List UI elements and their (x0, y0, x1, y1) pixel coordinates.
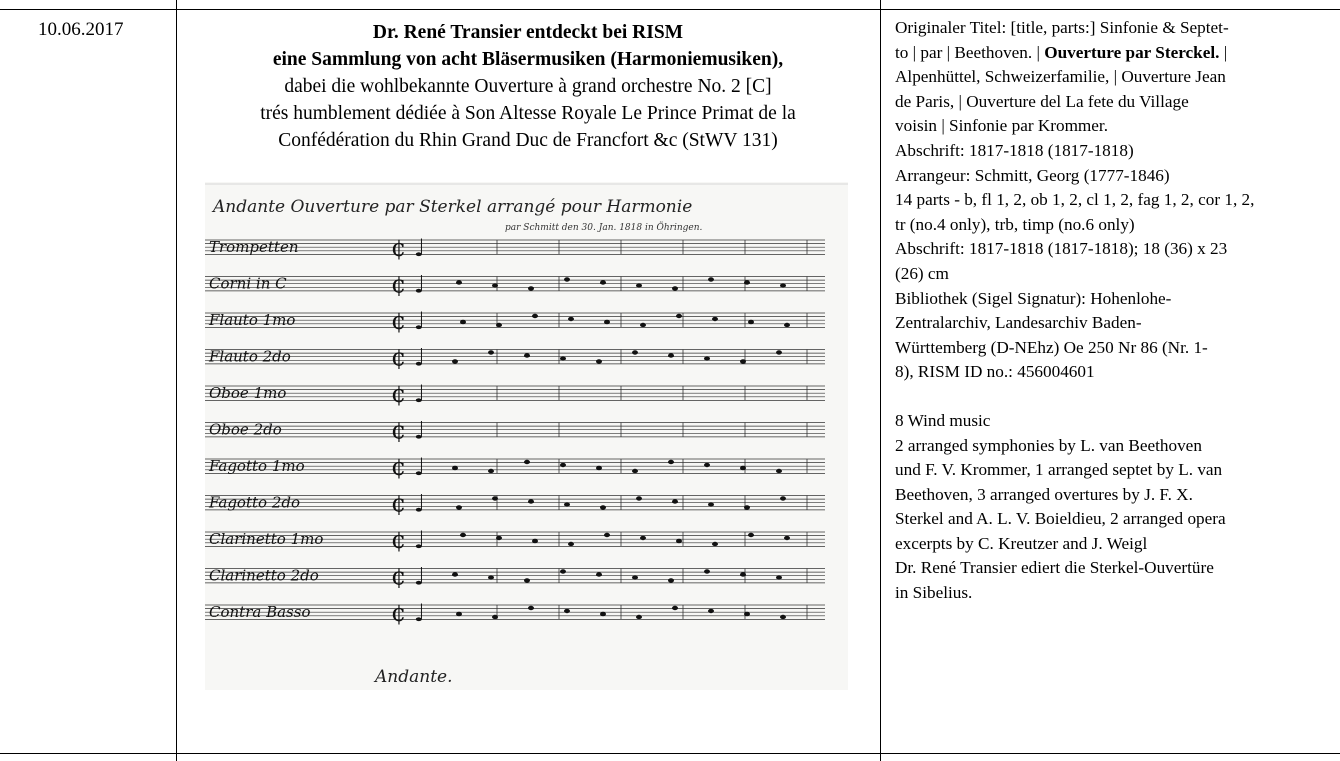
detail-line: tr (no.4 only), trb, timp (no.6 only) (895, 214, 1135, 234)
instrument-label: Fagotto 2do (209, 493, 300, 512)
clef-glyph: ¢ ♩ (391, 307, 426, 335)
clef-glyph: ¢ ♩ (391, 526, 426, 554)
instrument-label: Corni in C (209, 274, 287, 293)
detail-line: in Sibelius. (895, 583, 973, 603)
instrument-label: Flauto 1mo (209, 311, 296, 329)
instrument-label: Flauto 2do (209, 347, 291, 366)
heading-line-3: dabei die wohlbekannte Ouverture à grand orchestre No. 2 [C] (284, 76, 772, 97)
clef-glyph: ¢ ♩ (391, 234, 426, 262)
manuscript-footer-text: Andante. (375, 667, 453, 687)
clef-glyph: ¢ ♩ (391, 453, 426, 481)
clef-glyph: ¢ ♩ (391, 380, 426, 408)
heading-line-4: trés humblement dédiée à Son Altesse Royale Le Prince Primat de la (260, 103, 796, 124)
detail-line: to | par | Beethoven. | Ouverture par Sterckel. | (895, 42, 1228, 62)
detail-line: Württemberg (D-NEhz) Oe 250 Nr 86 (Nr. 1- (895, 337, 1208, 357)
clef-glyph: ¢ ♩ (391, 489, 426, 518)
table-bottom-border (0, 753, 1340, 754)
detail-line: Zentralarchiv, Landesarchiv Baden- (895, 313, 1142, 333)
detail-line: Abschrift: 1817-1818 (1817-1818) (895, 140, 1134, 160)
detail-line: Alpenhüttel, Schweizerfamilie, | Ouverture Jean (895, 67, 1226, 87)
detail-line: Bibliothek (Sigel Signatur): Hohenlohe- (895, 288, 1172, 308)
entry-heading (176, 19, 880, 154)
detail-line: 8), RISM ID no.: 456004601 (895, 362, 1095, 382)
heading-line-1: Dr. René Transier entdeckt bei RISM (372, 22, 684, 43)
manuscript-header-text-2: par Schmitt den 30. Jan. 1818 in Öhringen. (505, 223, 703, 233)
detail-line: Originaler Titel: [title, parts:] Sinfonie & Septet- (895, 18, 1229, 37)
detail-line: 14 parts - b, fl 1, 2, ob 1, 2, cl 1, 2, fag 1, 2, cor 1, 2, (895, 190, 1255, 210)
detail-line: Dr. René Transier ediert die Sterkel-Ouvertüre (895, 558, 1214, 578)
clef-glyph: ¢ ♩ (391, 270, 426, 299)
heading-line-5: Confédération du Rhin Grand Duc de Francfort &c (StWV 131) (278, 130, 778, 151)
detail-line: (26) cm (895, 263, 949, 283)
detail-line: und F. V. Krommer, 1 arranged septet by L. van (895, 460, 1223, 480)
instrument-label: Trompetten (209, 238, 299, 256)
instrument-label: Clarinetto 1mo (209, 530, 324, 548)
detail-bold-title: Ouverture par Sterckel. (1044, 42, 1220, 62)
table-top-border (0, 9, 1340, 10)
detail-line: Abschrift: 1817-1818 (1817-1818); 18 (36) x 23 (895, 239, 1228, 259)
instrument-label: Oboe 1mo (209, 384, 287, 402)
detail-line: Arrangeur: Schmitt, Georg (1777-1846) (895, 165, 1170, 185)
column-divider-2 (880, 0, 881, 761)
detail-line: excerpts by C. Kreutzer and J. Weigl (895, 533, 1148, 553)
clef-glyph: ¢ ♩ (391, 416, 426, 445)
detail-line: 8 Wind music (895, 410, 991, 430)
detail-line: Sterkel and A. L. V. Boieldieu, 2 arranged opera (895, 509, 1226, 529)
instrument-label: Clarinetto 2do (209, 566, 319, 585)
instrument-label: Contra Basso (209, 603, 311, 621)
clef-glyph: ¢ ♩ (391, 599, 426, 627)
clef-glyph: ¢ ♩ (391, 562, 426, 591)
manuscript-score-image (205, 182, 848, 690)
detail-line: Beethoven, 3 arranged overtures by J. F. X. (895, 484, 1193, 504)
clef-glyph: ¢ ♩ (391, 343, 426, 372)
entry-date: 10.06.2017 (38, 19, 124, 40)
instrument-label: Oboe 2do (209, 420, 282, 439)
detail-line: de Paris, | Ouverture del La fete du Village (895, 91, 1189, 111)
detail-line: 2 arranged symphonies by L. van Beethoven (895, 435, 1202, 455)
detail-line: voisin | Sinfonie par Krommer. (895, 116, 1109, 136)
heading-line-2: eine Sammlung von acht Bläsermusiken (Harmoniemusiken), (272, 49, 784, 70)
detail-spacer (895, 385, 1335, 409)
entry-details (895, 16, 1335, 606)
manuscript-header-text: Andante Ouverture par Sterkel arrangé pour Harmonie (213, 197, 693, 217)
instrument-label: Fagotto 1mo (209, 457, 305, 475)
